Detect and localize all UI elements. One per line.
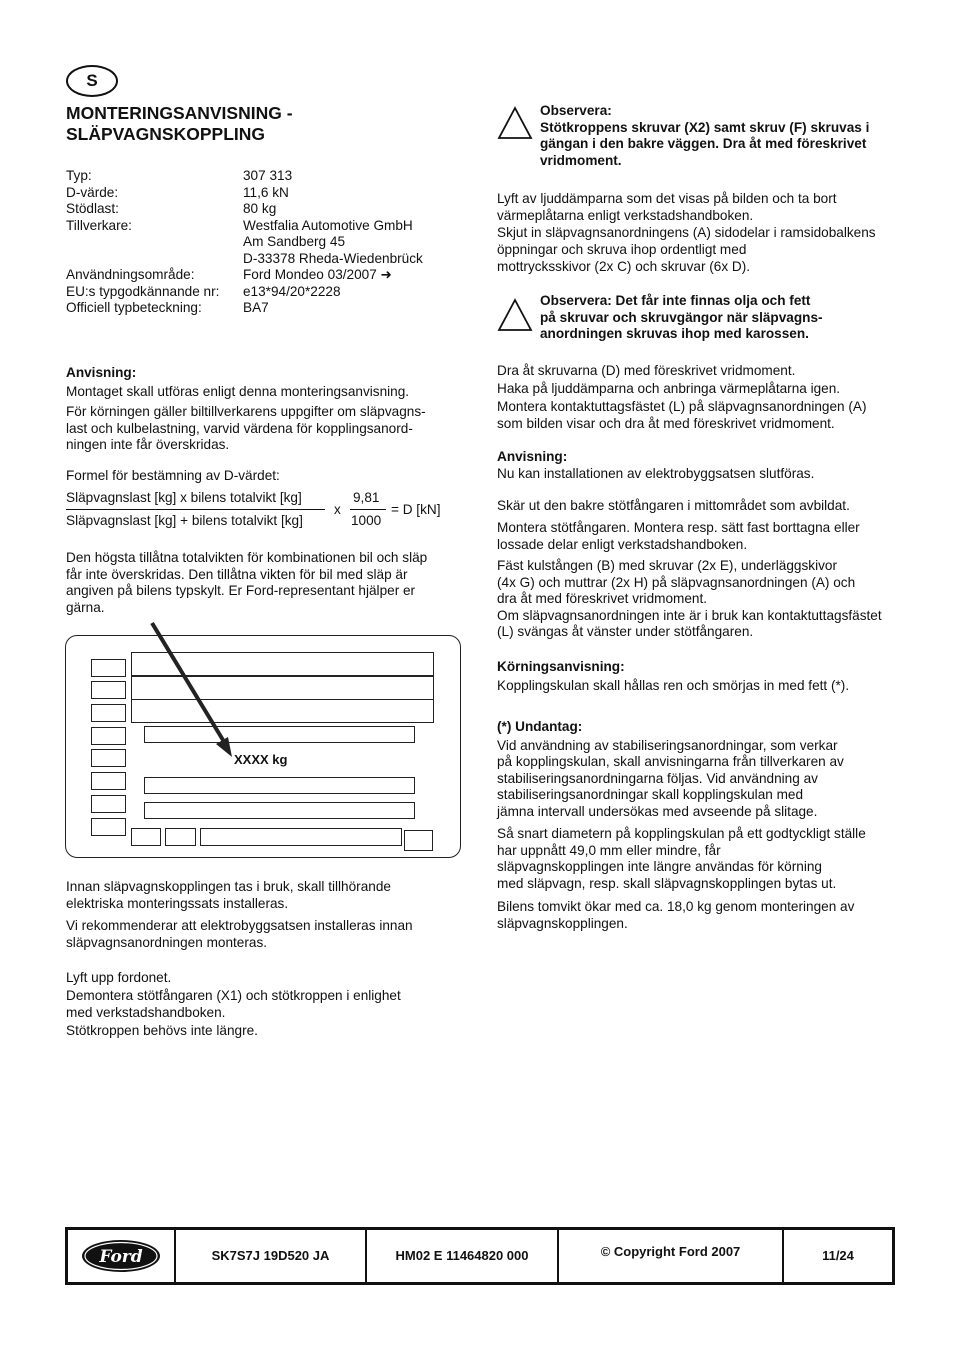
- footer-copyright: © Copyright Ford 2007: [559, 1230, 784, 1282]
- spec-label: D-värde:: [66, 184, 119, 200]
- right-anvisning: [497, 449, 907, 482]
- footer-doc-code: SK7S7J 19D520 JA: [176, 1230, 367, 1282]
- formula-factor-line: [350, 509, 386, 510]
- undantag-text: Vid användning av stabiliseringsanordningar, som verkar på kopplingskulan, skall anvisningarna från tillverkaren av stabiliseringsanordningarna följas. Vid användning av stabiliseringsanordningar skall kopplingskulan med jämna intervall undersökas med avseende på slitage.: [497, 737, 844, 819]
- spec-row: [66, 300, 466, 317]
- right-paragraph-6: Så snart diametern på kopplingskulan på ett godtyckligt ställe har uppnått 49,0 mm eller mindre, får släpvagnskopplingen inte längre användas för körning med släpvagn, resp. skall släpvagnskopplingen bytas ut.: [497, 826, 866, 891]
- formula-numerator: Släpvagnslast [kg] x bilens totalvikt [kg]: [66, 490, 302, 505]
- right-anvisning-heading: Anvisning:: [497, 449, 568, 464]
- spec-row: [66, 267, 466, 284]
- formula-intro: Formel för bestämning av D-värdet:: [66, 468, 280, 483]
- spec-value: Ford Mondeo 03/2007 ➜: [243, 267, 392, 282]
- warning-triangle-icon: [497, 298, 533, 332]
- spec-row: [66, 218, 466, 268]
- spec-value: 307 313: [243, 168, 293, 183]
- type-plate-diagram: [65, 635, 461, 858]
- right-paragraph-4: Montera stötfångaren. Montera resp. sätt fast borttagna eller lossade delar enligt verkstadshandboken.: [497, 520, 860, 552]
- right-paragraph-1: Lyft av ljuddämparna som det visas på bilden och ta bort värmeplåtarna enligt verkstadshandboken. Skjut in släpvagnsanordningens (A) sidodelar i ramsidobalkens öppningar och skruva ihop ordentligt med mottrycksskivor (2x C) och skruvar (6x D).: [497, 191, 876, 274]
- totalvikt-paragraph: Den högsta tillåtna totalvikten för kombinationen bil och släp får inte överskridas. Den tillåtna vikten för bil med släp är angiven på bilens typskylt. Er Ford-representant hjälper er gärna.: [66, 550, 428, 615]
- innan-paragraph-1: Innan släpvagnskopplingen tas i bruk, skall tillhörande elektriska monteringssats installeras.: [66, 879, 391, 911]
- anvisning-paragraph-2: För körningen gäller biltillverkarens uppgifter om släpvagns- last och kulbelastning, varvid värdena för kopplingsanord- ningen inte får överskridas.: [66, 404, 426, 452]
- spec-value: Westfalia Automotive GmbH Am Sandberg 45 D-33378 Rheda-Wiedenbrück: [243, 217, 423, 266]
- spec-label: Tillverkare:: [66, 217, 132, 233]
- warning-triangle-icon: [497, 106, 533, 140]
- footer-bar: [65, 1227, 895, 1285]
- footer-hm-code: HM02 E 11464820 000: [367, 1230, 559, 1282]
- formula-result: = D [kN]: [391, 502, 441, 517]
- page-title: MONTERINGSANVISNING - SLÄPVAGNSKOPPLING: [66, 103, 293, 144]
- warning-2: Observera: Det får inte finnas olja och fett på skruvar och skruvgängor när släpvagns- anordningen skruvas ihop med karossen.: [540, 293, 823, 341]
- formula-times: x: [334, 502, 341, 517]
- spec-row: [66, 284, 466, 301]
- warning-1: Observera: Stötkroppens skruvar (X2) samt skruv (F) skruvas i gängan i den bakre väggen. Dra åt med föreskrivet vridmoment.: [540, 103, 870, 168]
- undantag-section: [497, 719, 907, 820]
- ford-logo-icon: [80, 1238, 162, 1274]
- right-anvisning-text: Nu kan installationen av elektrobyggsatsen slutföras.: [497, 465, 815, 481]
- ford-logo-text: Ford: [99, 1247, 143, 1267]
- spec-value: BA7: [243, 300, 269, 315]
- spec-table: [66, 168, 466, 317]
- formula-denominator: Släpvagnslast [kg] + bilens totalvikt [kg]: [66, 513, 303, 528]
- lyft-paragraph: Lyft upp fordonet. Demontera stötfångaren (X1) och stötkroppen i enlighet med verkstadshandboken. Stötkroppen behövs inte längre.: [66, 970, 401, 1038]
- anvisning-heading: Anvisning:: [66, 365, 137, 380]
- pointer-arrow-icon: [66, 636, 460, 857]
- right-paragraph-7: Bilens tomvikt ökar med ca. 18,0 kg genom monteringen av släpvagnskopplingen.: [497, 899, 855, 931]
- language-badge: S: [66, 65, 118, 97]
- spec-label: Stödlast:: [66, 201, 119, 216]
- right-paragraph-2: Dra åt skruvarna (D) med föreskrivet vridmoment. Haka på ljuddämparna och anbringa värmeplåtarna igen. Montera kontaktuttagsfästet (L) på släpvagnsanordningen (A) som bilden visar och dra åt med föreskrivet vridmoment.: [497, 363, 867, 432]
- korning-heading: Körningsanvisning:: [497, 659, 625, 674]
- anvisning-section: [66, 365, 464, 454]
- formula-factor-numerator: 9,81: [353, 490, 380, 505]
- anvisning-paragraph-1: Montaget skall utföras enligt denna monteringsanvisning.: [66, 383, 410, 399]
- formula-fraction-line: [66, 509, 325, 510]
- d-value-formula: [66, 490, 466, 530]
- spec-row: [66, 201, 466, 218]
- spec-label: EU:s typgodkännande nr:: [66, 283, 220, 299]
- spec-label: Användningsområde:: [66, 267, 195, 282]
- innan-paragraph-2: Vi rekommenderar att elektrobyggsatsen installeras innan släpvagnsanordningen monteras.: [66, 918, 413, 950]
- footer-page-number: 11/24: [822, 1247, 854, 1263]
- right-paragraph-5: Fäst kulstången (B) med skruvar (2x E), underläggskivor (4x G) och muttrar (2x H) på släpvagnsanordningen (A) och dra åt med föreskrivet vridmoment. Om släpvagnsanordningen inte är i bruk kan kontaktuttagsfästet (L) svängas åt vänster under stötfångaren.: [497, 558, 882, 639]
- spec-label: Officiell typbeteckning:: [66, 300, 202, 315]
- spec-value: 11,6 kN: [243, 184, 289, 200]
- spec-row: [66, 168, 466, 185]
- plate-weight-label: XXXX kg: [234, 752, 288, 767]
- spec-row: [66, 185, 466, 202]
- undantag-heading: (*) Undantag:: [497, 719, 583, 734]
- korning-section: [497, 659, 907, 694]
- spec-value: 80 kg: [243, 201, 277, 216]
- formula-factor-denominator: 1000: [351, 513, 382, 528]
- right-paragraph-3: Skär ut den bakre stötfångaren i mittområdet som avbildat.: [497, 498, 850, 513]
- spec-value: e13*94/20*2228: [243, 283, 341, 299]
- footer-logo-cell: [68, 1230, 176, 1282]
- korning-text: Kopplingskulan skall hållas ren och smörjas in med fett (*).: [497, 677, 850, 693]
- spec-label: Typ:: [66, 168, 92, 183]
